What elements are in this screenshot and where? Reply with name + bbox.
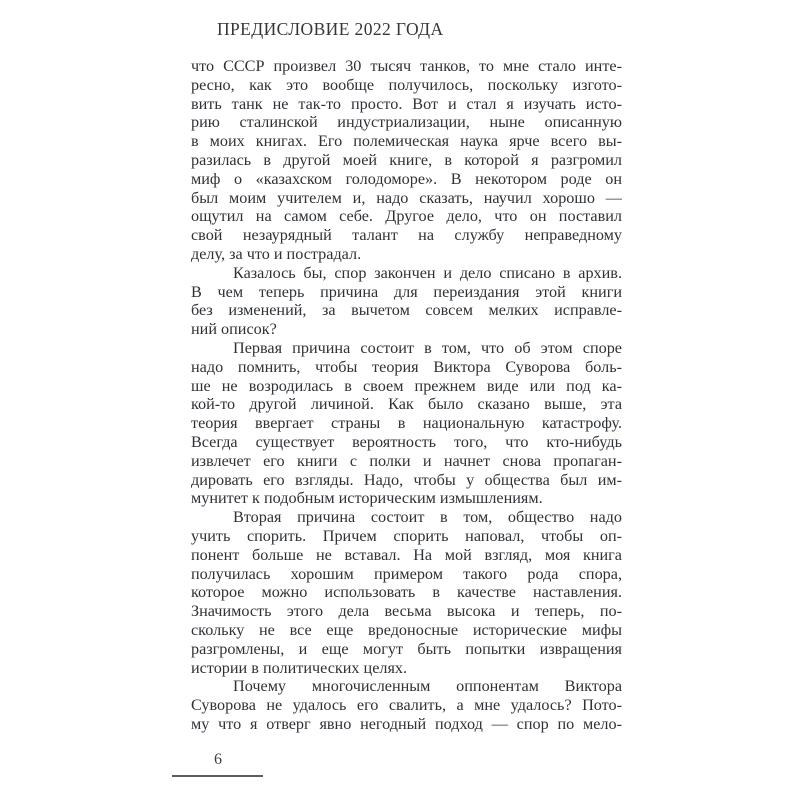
paragraph-2 (191, 264, 622, 339)
text-line: вить танк не так-то просто. Вот и стал я изучать исто- (191, 94, 622, 113)
text-line: ний описок? (191, 320, 277, 339)
text-line: понент больше не вставал. На мой взгляд, моя книга (191, 545, 622, 564)
text-line: ощутил на самом себе. Другое дело, что он поставил (191, 207, 622, 226)
text-line: надо помнить, чтобы теория Виктора Суворова боль- (191, 357, 622, 376)
text-line: получилась хорошим примером такого рода спора, (191, 564, 622, 583)
text-line: Почему многочисленным оппонентам Виктора (233, 677, 622, 696)
text-line: истории в политических целях. (191, 658, 408, 677)
body-text (191, 57, 622, 734)
text-line: которое можно использовать в качестве наставления. (191, 583, 622, 602)
footer-rule (172, 775, 263, 777)
text-line: в моих книгах. Его полемическая наука ярче всего вы- (191, 132, 622, 151)
text-line: му что я отверг явно негодный подход — спор по мело- (191, 714, 622, 733)
text-line: дировать его взгляды. Надо, чтобы у общества был им- (191, 470, 622, 489)
paragraph-3 (191, 339, 622, 508)
text-line: учить спорить. Причем спорить наповал, чтобы оп- (191, 526, 622, 545)
text-line: Первая причина состоит в том, что об этом споре (233, 338, 622, 357)
text-line: ше не возродилась в своем прежнем виде или под ка- (191, 376, 622, 395)
text-line: мунитет к подобным историческим измышлениям. (191, 489, 543, 508)
chapter-header: ПРЕДИСЛОВИЕ 2022 ГОДА (217, 19, 444, 39)
text-line: скольку не все еще вредоносные исторические мифы (191, 620, 622, 639)
text-line: разилась в другой моей книге, в которой я разгромил (191, 150, 622, 169)
paragraph-4 (191, 508, 622, 677)
text-line: Всегда существует вероятность того, что кто-нибудь (191, 432, 622, 451)
text-line: свой незаурядный талант на службу неправедному (191, 226, 622, 245)
text-line: теория ввергает страны в национальную катастрофу. (191, 414, 622, 433)
text-line: разгромлены, и еще могут быть попытки извращения (191, 639, 622, 658)
page-number: 6 (214, 751, 222, 768)
text-line: был моим учителем и, надо сказать, научил хорошо — (191, 188, 622, 207)
text-line: кой-то другой личиной. Как было сказано выше, эта (191, 395, 622, 414)
text-line: Вторая причина состоит в том, общество надо (233, 508, 622, 527)
text-line: извлечет его книги с полки и начнет снова пропаган- (191, 451, 622, 470)
text-line: ресно, как это вообще получилось, поскольку изгото- (191, 75, 622, 94)
text-line: Казалось бы, спор закончен и дело списано в архив. (233, 263, 622, 282)
text-line: Суворова не удалось его свалить, а мне удалось? Пото- (191, 696, 622, 715)
text-line: рию сталинской индустриализации, ныне описанную (191, 113, 622, 132)
text-line: делу, за что и пострадал. (191, 244, 362, 263)
text-line: Значимость этого дела весьма высока и теперь, по- (191, 602, 622, 621)
text-line: В чем теперь причина для переиздания этой книги (191, 282, 622, 301)
text-line: без изменений, за вычетом совсем мелких исправле- (191, 301, 622, 320)
text-line: что СССР произвел 30 тысяч танков, то мне стало инте- (191, 57, 622, 75)
text-line: миф о «казахском голодоморе». В некотором роде он (191, 169, 622, 188)
paragraph-5 (191, 677, 622, 733)
paragraph-1 (191, 57, 622, 264)
